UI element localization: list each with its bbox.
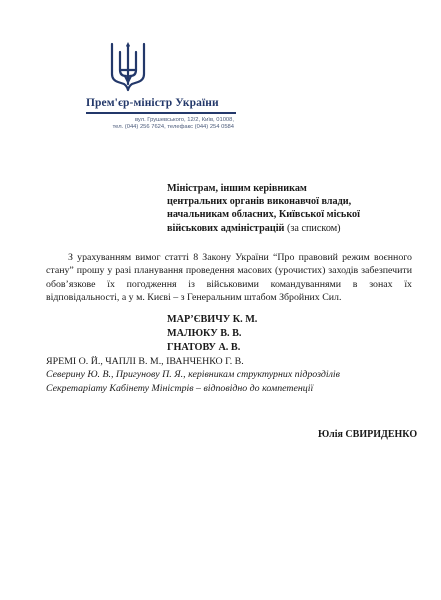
signature-name: Юлія СВИРИДЕНКО [318, 429, 418, 440]
executor-name: МАЛЮКУ В. В. [167, 328, 242, 340]
letterhead-divider [86, 112, 236, 114]
executor-name: ГНАТОВУ А. В. [167, 342, 241, 354]
copies-names: ЯРЕМІ О. Й., ЧАПЛІ В. М., ІВАНЧЕНКО Г. В. [46, 356, 244, 367]
copies-recipients: Северину Ю. В., Пригунову П. Я., керівникам структурних підрозділів [46, 369, 340, 381]
letterhead-contacts [86, 117, 234, 132]
executors-list [167, 313, 257, 356]
letterhead [86, 97, 246, 132]
body-paragraph [46, 251, 412, 305]
addressee-line: начальникам обласних, Київської міської [167, 209, 360, 221]
body-paragraph-text: З урахуванням вимог статті 8 Закону України “Про правовий режим воєнного стану” прошу у разі планування проведення масових (урочистих) заходів забезпечити обов’язкове їх погодження із військовими командуваннями в зонах їх відповідальності, а у м. Києві – з Генеральним штабом Збройних Сил. [46, 252, 412, 304]
letterhead-address: вул. Грушевського, 12/2, Київ, 01008, [134, 117, 234, 123]
letterhead-title: Прем'єр-міністр України [86, 97, 219, 109]
addressee-line-bold: військових адміністрацій [167, 222, 285, 234]
executor-name: МАР’ЄВИЧУ К. М. [167, 314, 258, 325]
letterhead-phones: тел. (044) 256 7624, телефакс (044) 254 0584 [112, 124, 234, 131]
copies-block [46, 355, 416, 395]
addressee-line [167, 222, 412, 235]
addressee-line: центральних органів виконавчої влади, [167, 196, 352, 208]
addressee-list-note: (за списком) [286, 222, 341, 234]
copies-recipients-cont: Секретаріату Кабінету Міністрів – відповідно до компетенції [46, 382, 314, 394]
addressee-block [167, 182, 412, 235]
coat-of-arms-icon [108, 40, 148, 94]
addressee-line: Міністрам, іншим керівникам [167, 183, 307, 194]
